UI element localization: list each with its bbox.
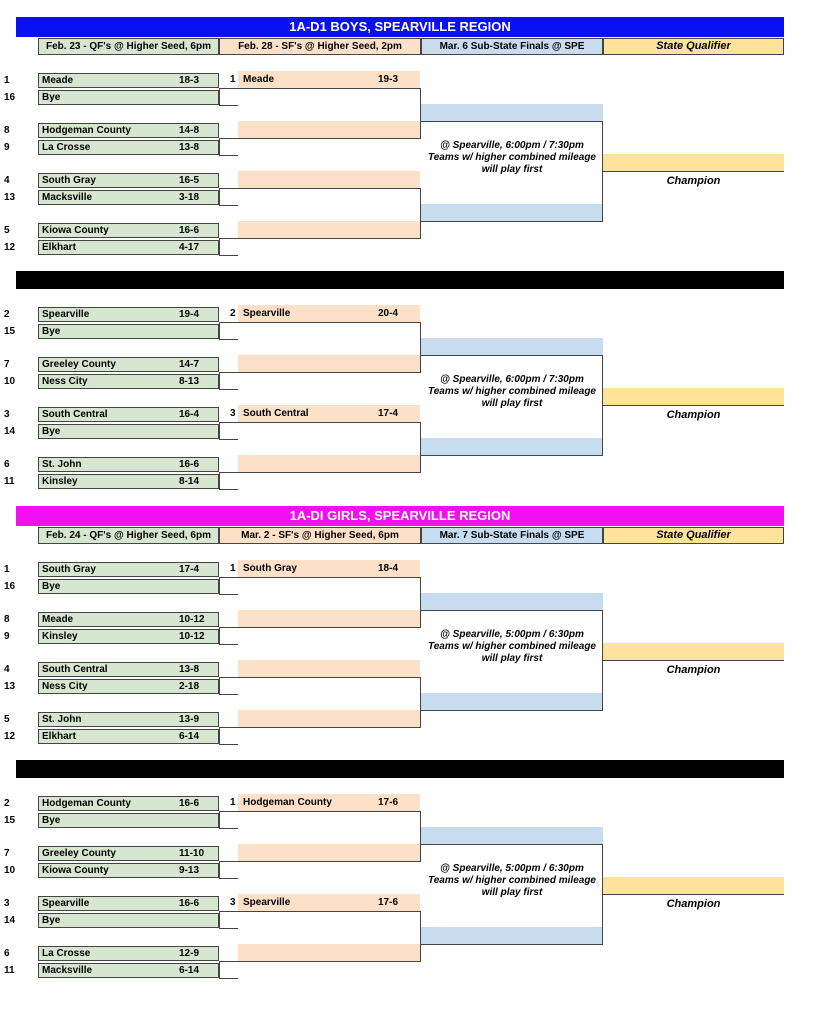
qf-team-slot <box>38 913 219 928</box>
round-header-2: Mar. 2 - SF's @ Higher Seed, 6pm <box>219 527 421 544</box>
connector-line <box>603 894 784 895</box>
team-name: Elkhart <box>42 242 76 253</box>
team-record: 13-8 <box>179 142 200 153</box>
team-record: 18-3 <box>179 75 200 86</box>
connector-line <box>219 828 238 829</box>
qf-team-slot <box>38 140 219 155</box>
qf-team-slot <box>38 307 219 322</box>
connector-line <box>219 188 238 189</box>
champion-label: Champion <box>666 664 721 676</box>
connector-line <box>421 944 603 945</box>
team-name: Ness City <box>42 681 88 692</box>
team-name: Meade <box>243 74 275 85</box>
team-record: 16-4 <box>179 409 200 420</box>
team-name: Kinsley <box>42 476 78 487</box>
team-record: 19-4 <box>179 309 200 320</box>
connector-line <box>421 610 603 611</box>
sf-team-slot <box>238 894 420 911</box>
qf-team-slot <box>38 729 219 744</box>
seed-number: 8 <box>4 614 10 625</box>
qf-team-slot <box>38 896 219 911</box>
seed-number: 7 <box>4 848 10 859</box>
team-name: Spearville <box>243 308 291 319</box>
seed-number: 4 <box>4 664 10 675</box>
connector-line <box>219 322 238 323</box>
connector-line <box>219 928 238 929</box>
round-header-4: State Qualifier <box>603 527 784 544</box>
final-slot-2 <box>421 204 603 221</box>
qf-team-slot <box>38 579 219 594</box>
connector-line <box>219 472 238 473</box>
sf-team-slot <box>238 305 420 322</box>
round-header-1: Feb. 24 - QF's @ Higher Seed, 6pm <box>38 527 219 544</box>
connector-line <box>219 439 238 440</box>
sf-seed-number: 1 <box>230 563 236 574</box>
note-line: will play first <box>481 164 543 175</box>
qf-team-slot <box>38 374 219 389</box>
bracket-title: 1A-DI GIRLS, SPEARVILLE REGION <box>16 506 784 526</box>
connector-line <box>238 238 421 239</box>
seed-number: 3 <box>4 898 10 909</box>
team-record: 16-6 <box>179 798 200 809</box>
connector-line <box>219 627 220 644</box>
seed-number: 9 <box>4 142 10 153</box>
game-time-note <box>421 629 603 665</box>
connector-line <box>219 138 238 139</box>
round-header-2: Feb. 28 - SF's @ Higher Seed, 2pm <box>219 38 421 55</box>
qf-team-slot <box>38 629 219 644</box>
team-record: 17-4 <box>378 408 399 419</box>
team-name: Hodgeman County <box>243 797 332 808</box>
sf-team-slot <box>238 171 420 188</box>
connector-line <box>219 138 220 155</box>
team-name: Bye <box>42 92 61 103</box>
connector-line <box>219 694 238 695</box>
qf-team-slot <box>38 223 219 238</box>
team-record: 8-14 <box>179 476 200 487</box>
team-name: St. John <box>42 459 82 470</box>
round-header-1: Feb. 23 - QF's @ Higher Seed, 6pm <box>38 38 219 55</box>
final-slot-1 <box>421 827 603 844</box>
seed-number: 5 <box>4 714 10 725</box>
team-name: Spearville <box>243 897 291 908</box>
connector-line <box>219 372 220 389</box>
qf-team-slot <box>38 407 219 422</box>
round-header-row <box>0 527 817 544</box>
sf-seed-number: 2 <box>230 308 236 319</box>
team-record: 11-10 <box>179 848 205 859</box>
qf-team-slot <box>38 324 219 339</box>
note-line: @ Spearville, 6:00pm / 7:30pm <box>440 140 584 151</box>
team-record: 6-14 <box>179 965 200 976</box>
connector-line <box>219 811 220 828</box>
connector-line <box>219 594 238 595</box>
team-record: 14-7 <box>179 359 200 370</box>
team-name: South Gray <box>42 175 96 186</box>
connector-line <box>238 372 421 373</box>
connector-line <box>603 405 784 406</box>
connector-line <box>219 577 238 578</box>
connector-line <box>421 221 603 222</box>
connector-line <box>219 105 238 106</box>
sf-team-slot <box>238 455 420 472</box>
connector-line <box>219 422 238 423</box>
final-slot-2 <box>421 927 603 944</box>
connector-line <box>219 372 238 373</box>
connector-line <box>219 861 220 878</box>
qf-team-slot <box>38 357 219 372</box>
note-line: @ Spearville, 5:00pm / 6:30pm <box>440 863 584 874</box>
seed-number: 15 <box>4 326 16 337</box>
game-time-note <box>421 140 603 176</box>
qf-team-slot <box>38 240 219 255</box>
champion-label: Champion <box>666 898 721 910</box>
qf-team-slot <box>38 662 219 677</box>
connector-line <box>219 627 238 628</box>
connector-line <box>219 88 238 89</box>
team-name: Meade <box>42 614 74 625</box>
connector-line <box>421 355 603 356</box>
team-name: South Gray <box>243 563 297 574</box>
connector-line <box>219 727 220 744</box>
final-slot-1 <box>421 593 603 610</box>
team-record: 2-18 <box>179 681 200 692</box>
qf-team-slot <box>38 457 219 472</box>
seed-number: 3 <box>4 409 10 420</box>
final-slot-1 <box>421 104 603 121</box>
qf-team-slot <box>38 123 219 138</box>
team-record: 8-13 <box>179 376 200 387</box>
connector-line <box>219 961 220 978</box>
seed-number: 11 <box>4 476 15 487</box>
sf-team-slot <box>238 610 420 627</box>
connector-line <box>219 205 238 206</box>
note-line: @ Spearville, 5:00pm / 6:30pm <box>440 629 584 640</box>
seed-number: 9 <box>4 631 10 642</box>
sf-team-slot <box>238 660 420 677</box>
sf-team-slot <box>238 221 420 238</box>
seed-number: 5 <box>4 225 10 236</box>
team-name: South Central <box>243 408 309 419</box>
team-record: 16-5 <box>179 175 200 186</box>
connector-line <box>219 744 238 745</box>
sf-team-slot <box>238 355 420 372</box>
connector-line <box>219 255 238 256</box>
round-header-3: Mar. 7 Sub-State Finals @ SPE <box>421 527 603 544</box>
team-name: Bye <box>42 581 61 592</box>
connector-line <box>238 961 421 962</box>
team-record: 10-12 <box>179 614 205 625</box>
connector-line <box>421 121 603 122</box>
qf-team-slot <box>38 813 219 828</box>
team-record: 14-8 <box>179 125 200 136</box>
seed-number: 16 <box>4 92 16 103</box>
connector-line <box>219 422 220 439</box>
divider-bar <box>16 760 784 778</box>
connector-line <box>219 861 238 862</box>
team-record: 12-9 <box>179 948 200 959</box>
team-name: Bye <box>42 815 61 826</box>
champion-label: Champion <box>666 175 721 187</box>
team-record: 17-6 <box>378 797 399 808</box>
connector-line <box>219 961 238 962</box>
sf-team-slot <box>238 405 420 422</box>
seed-number: 10 <box>4 376 16 387</box>
connector-line <box>219 489 238 490</box>
note-line: Teams w/ higher combined mileage <box>427 641 596 652</box>
connector-line <box>238 627 421 628</box>
team-record: 17-4 <box>179 564 200 575</box>
team-record: 6-14 <box>179 731 200 742</box>
seed-number: 8 <box>4 125 10 136</box>
connector-line <box>219 677 238 678</box>
qf-team-slot <box>38 612 219 627</box>
team-record: 17-6 <box>378 897 399 908</box>
seed-number: 11 <box>4 965 15 976</box>
note-line: will play first <box>481 398 543 409</box>
team-record: 19-3 <box>378 74 399 85</box>
team-name: La Crosse <box>42 142 91 153</box>
connector-line <box>219 155 238 156</box>
round-header-4: State Qualifier <box>603 38 784 55</box>
round-header-3: Mar. 6 Sub-State Finals @ SPE <box>421 38 603 55</box>
team-name: Kinsley <box>42 631 78 642</box>
qf-team-slot <box>38 963 219 978</box>
seed-number: 12 <box>4 731 16 742</box>
seed-number: 7 <box>4 359 10 370</box>
team-record: 20-4 <box>378 308 399 319</box>
team-record: 16-6 <box>179 898 200 909</box>
sf-team-slot <box>238 844 420 861</box>
team-name: St. John <box>42 714 82 725</box>
team-name: Macksville <box>42 965 93 976</box>
team-record: 13-8 <box>179 664 200 675</box>
qf-team-slot <box>38 562 219 577</box>
team-name: Elkhart <box>42 731 76 742</box>
note-line: Teams w/ higher combined mileage <box>427 152 596 163</box>
sf-seed-number: 3 <box>230 897 236 908</box>
divider-bar <box>16 271 784 289</box>
connector-line <box>219 88 220 105</box>
connector-line <box>238 577 421 578</box>
connector-line <box>219 238 220 255</box>
connector-line <box>238 88 421 89</box>
team-name: Spearville <box>42 309 90 320</box>
sf-seed-number: 1 <box>230 797 236 808</box>
connector-line <box>219 878 238 879</box>
connector-line <box>238 727 421 728</box>
seed-number: 16 <box>4 581 16 592</box>
team-name: Greeley County <box>42 848 116 859</box>
seed-number: 6 <box>4 459 10 470</box>
state-qualifier-slot <box>603 154 784 171</box>
team-name: Hodgeman County <box>42 125 131 136</box>
seed-number: 2 <box>4 798 10 809</box>
connector-line <box>219 911 220 928</box>
team-name: Greeley County <box>42 359 116 370</box>
connector-line <box>421 455 603 456</box>
game-time-note <box>421 863 603 899</box>
qf-team-slot <box>38 424 219 439</box>
qf-team-slot <box>38 946 219 961</box>
connector-line <box>219 978 238 979</box>
seed-number: 12 <box>4 242 16 253</box>
connector-line <box>219 238 238 239</box>
team-record: 13-9 <box>179 714 200 725</box>
sf-seed-number: 3 <box>230 408 236 419</box>
connector-line <box>219 389 238 390</box>
sf-team-slot <box>238 71 420 88</box>
team-record: 16-6 <box>179 225 200 236</box>
connector-line <box>238 472 421 473</box>
seed-number: 1 <box>4 564 10 575</box>
sf-team-slot <box>238 560 420 577</box>
qf-team-slot <box>38 796 219 811</box>
seed-number: 1 <box>4 75 10 86</box>
seed-number: 2 <box>4 309 10 320</box>
qf-team-slot <box>38 173 219 188</box>
connector-line <box>219 577 220 594</box>
seed-number: 4 <box>4 175 10 186</box>
connector-line <box>238 422 421 423</box>
seed-number: 15 <box>4 815 16 826</box>
game-time-note <box>421 374 603 410</box>
qf-team-slot <box>38 474 219 489</box>
team-name: Kiowa County <box>42 225 109 236</box>
note-line: Teams w/ higher combined mileage <box>427 875 596 886</box>
team-name: Ness City <box>42 376 88 387</box>
team-name: South Central <box>42 409 108 420</box>
connector-line <box>219 677 220 694</box>
final-slot-2 <box>421 693 603 710</box>
team-name: Bye <box>42 326 61 337</box>
qf-team-slot <box>38 712 219 727</box>
team-name: Meade <box>42 75 74 86</box>
team-name: Bye <box>42 915 61 926</box>
connector-line <box>238 677 421 678</box>
team-name: Kiowa County <box>42 865 109 876</box>
connector-line <box>238 138 421 139</box>
connector-line <box>219 322 220 339</box>
note-line: will play first <box>481 887 543 898</box>
team-name: South Central <box>42 664 108 675</box>
team-record: 3-18 <box>179 192 200 203</box>
team-name: Spearville <box>42 898 90 909</box>
final-slot-1 <box>421 338 603 355</box>
qf-team-slot <box>38 190 219 205</box>
team-name: Bye <box>42 426 61 437</box>
sf-team-slot <box>238 121 420 138</box>
seed-number: 10 <box>4 865 16 876</box>
state-qualifier-slot <box>603 877 784 894</box>
connector-line <box>238 861 421 862</box>
note-line: Teams w/ higher combined mileage <box>427 386 596 397</box>
qf-team-slot <box>38 863 219 878</box>
team-name: Macksville <box>42 192 93 203</box>
connector-line <box>238 188 421 189</box>
seed-number: 13 <box>4 192 16 203</box>
connector-line <box>219 727 238 728</box>
connector-line <box>421 710 603 711</box>
team-record: 10-12 <box>179 631 205 642</box>
state-qualifier-slot <box>603 388 784 405</box>
team-name: La Crosse <box>42 948 91 959</box>
sf-team-slot <box>238 710 420 727</box>
qf-team-slot <box>38 679 219 694</box>
connector-line <box>219 188 220 205</box>
connector-line <box>421 844 603 845</box>
connector-line <box>219 811 238 812</box>
connector-line <box>219 644 238 645</box>
connector-line <box>238 911 421 912</box>
connector-line <box>603 171 784 172</box>
team-record: 9-13 <box>179 865 200 876</box>
team-name: Hodgeman County <box>42 798 131 809</box>
note-line: will play first <box>481 653 543 664</box>
connector-line <box>238 322 421 323</box>
seed-number: 6 <box>4 948 10 959</box>
sf-seed-number: 1 <box>230 74 236 85</box>
final-slot-2 <box>421 438 603 455</box>
team-record: 16-6 <box>179 459 200 470</box>
round-header-row <box>0 38 817 55</box>
bracket-title: 1A-D1 BOYS, SPEARVILLE REGION <box>16 17 784 37</box>
note-line: @ Spearville, 6:00pm / 7:30pm <box>440 374 584 385</box>
qf-team-slot <box>38 846 219 861</box>
sf-team-slot <box>238 944 420 961</box>
seed-number: 14 <box>4 915 16 926</box>
connector-line <box>603 660 784 661</box>
team-record: 4-17 <box>179 242 200 253</box>
connector-line <box>219 911 238 912</box>
qf-team-slot <box>38 73 219 88</box>
seed-number: 14 <box>4 426 16 437</box>
connector-line <box>219 472 220 489</box>
champion-label: Champion <box>666 409 721 421</box>
qf-team-slot <box>38 90 219 105</box>
team-name: South Gray <box>42 564 96 575</box>
connector-line <box>238 811 421 812</box>
sf-team-slot <box>238 794 420 811</box>
state-qualifier-slot <box>603 643 784 660</box>
seed-number: 13 <box>4 681 16 692</box>
team-record: 18-4 <box>378 563 399 574</box>
connector-line <box>219 339 238 340</box>
